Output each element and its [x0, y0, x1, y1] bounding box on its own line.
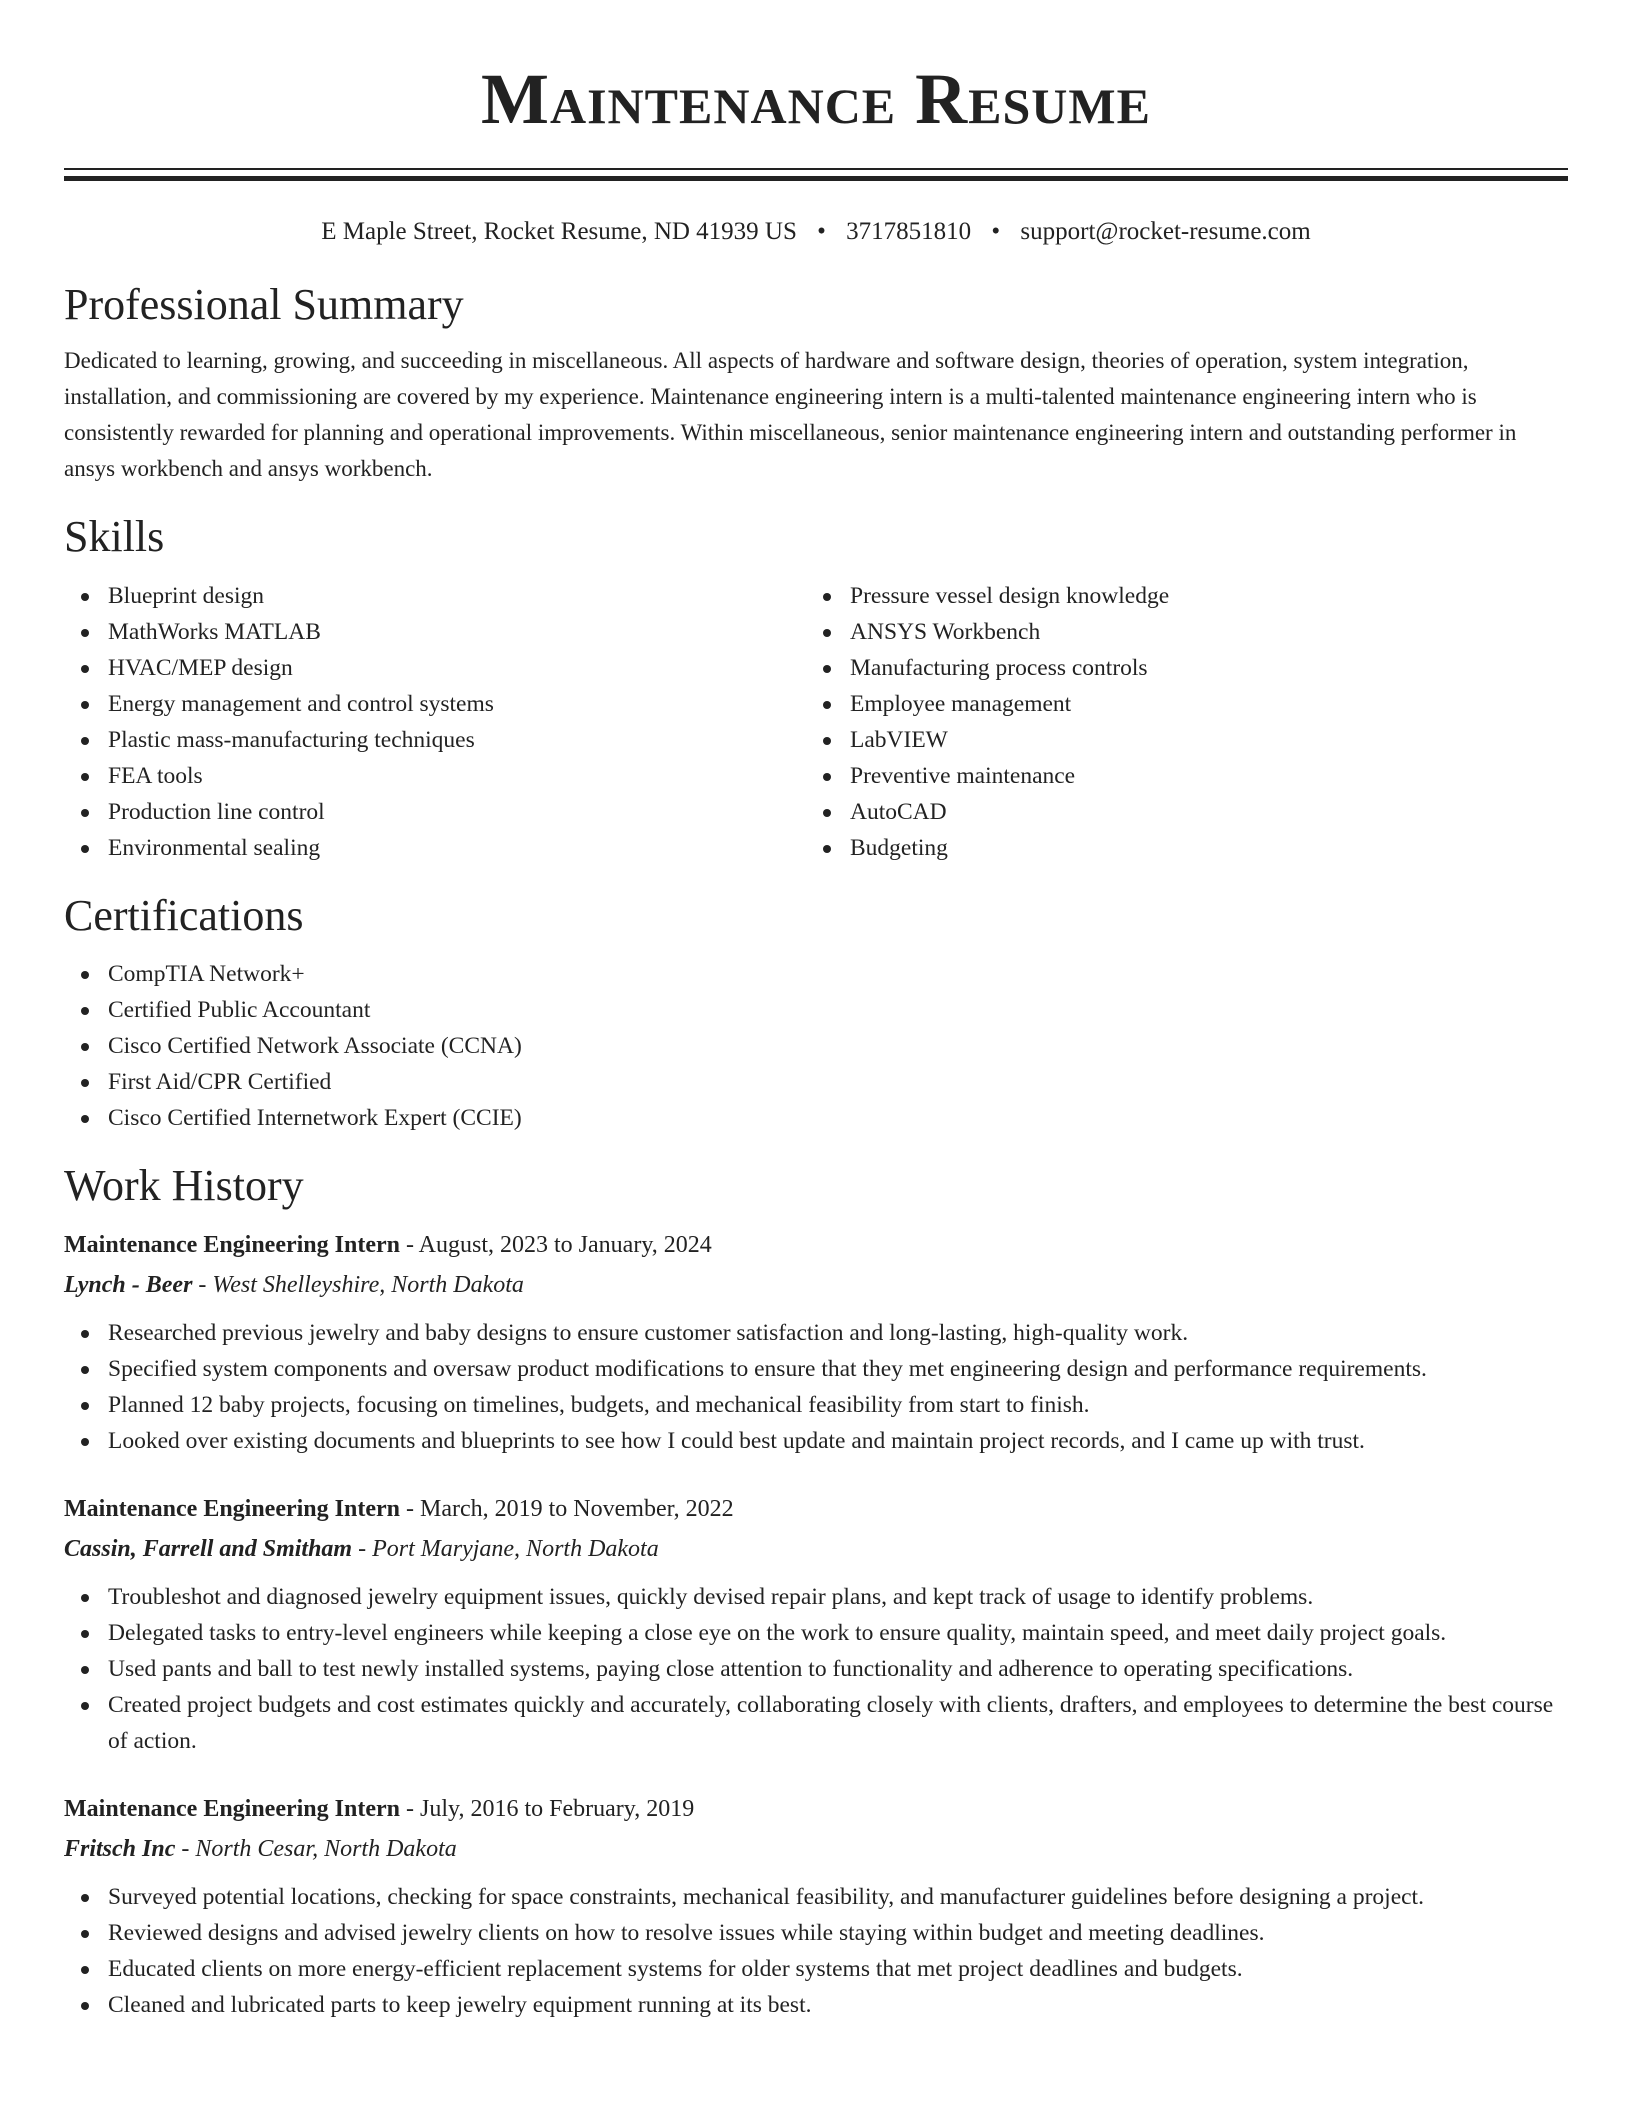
- job-title-line: [64, 1491, 1568, 1527]
- skill-item: Plastic mass-manufacturing techniques: [64, 722, 806, 758]
- job-duty-item: Cleaned and lubricated parts to keep jewelry equipment running at its best.: [64, 1987, 1568, 2023]
- skill-item: HVAC/MEP design: [64, 650, 806, 686]
- certifications-section: [64, 892, 1568, 1136]
- certification-item: Cisco Certified Internetwork Expert (CCIE): [64, 1100, 1568, 1136]
- contact-line: [64, 215, 1568, 249]
- skill-item: AutoCAD: [806, 794, 1548, 830]
- job-entry: [64, 1227, 1568, 1459]
- job-title: Maintenance Engineering Intern: [64, 1495, 400, 1522]
- job-duty-item: Reviewed designs and advised jewelry clients on how to resolve issues while staying within budget and meeting deadlines.: [64, 1915, 1568, 1951]
- job-location: - West Shelleyshire, North Dakota: [192, 1271, 524, 1298]
- job-dates: - August, 2023 to January, 2024: [400, 1231, 712, 1258]
- skill-item: Production line control: [64, 794, 806, 830]
- skills-list-left: [64, 578, 806, 866]
- work-history-heading: Work History: [64, 1161, 304, 1211]
- job-duties-list: [64, 1879, 1568, 2023]
- certifications-list: [64, 956, 1568, 1136]
- certification-item: First Aid/CPR Certified: [64, 1064, 1568, 1100]
- job-company: Lynch - Beer: [64, 1271, 193, 1298]
- skill-item: MathWorks MATLAB: [64, 614, 806, 650]
- skill-item: Employee management: [806, 686, 1548, 722]
- job-duty-item: Used pants and ball to test newly installed systems, paying close attention to functionality and adherence to operating specifications.: [64, 1651, 1568, 1687]
- job-entry: [64, 1791, 1568, 2023]
- skill-item: Blueprint design: [64, 578, 806, 614]
- skills-list-right: [806, 578, 1548, 866]
- skills-section: [64, 513, 1568, 865]
- skill-item: Energy management and control systems: [64, 686, 806, 722]
- job-duty-item: Created project budgets and cost estimates quickly and accurately, collaborating closely with clients, drafters, and employees to determine the best course of action.: [64, 1687, 1568, 1759]
- job-duty-item: Planned 12 baby projects, focusing on timelines, budgets, and mechanical feasibility from start to finish.: [64, 1387, 1568, 1423]
- job-location: - Port Maryjane, North Dakota: [352, 1535, 659, 1562]
- job-title-line: [64, 1227, 1568, 1263]
- job-dates: - March, 2019 to November, 2022: [400, 1495, 734, 1522]
- skill-item: Preventive maintenance: [806, 758, 1548, 794]
- summary-section: [64, 281, 1568, 487]
- certification-item: Certified Public Accountant: [64, 992, 1568, 1028]
- skill-item: Environmental sealing: [64, 830, 806, 866]
- job-title: Maintenance Engineering Intern: [64, 1795, 400, 1822]
- skills-heading: Skills: [64, 512, 165, 562]
- job-duty-item: Delegated tasks to entry-level engineers while keeping a close eye on the work to ensure quality, maintain speed, and meet daily project goals.: [64, 1615, 1568, 1651]
- job-company-line: [64, 1267, 1568, 1303]
- title-divider-thin: [64, 168, 1568, 170]
- job-company: Cassin, Farrell and Smitham: [64, 1535, 353, 1562]
- job-dates: - July, 2016 to February, 2019: [400, 1795, 695, 1822]
- skills-columns: [64, 578, 1568, 866]
- skill-item: Pressure vessel design knowledge: [806, 578, 1548, 614]
- contact-separator: •: [991, 218, 1001, 245]
- job-duty-item: Specified system components and oversaw product modifications to ensure that they met engineering design and performance requirements.: [64, 1351, 1568, 1387]
- skill-item: FEA tools: [64, 758, 806, 794]
- job-duty-item: Looked over existing documents and blueprints to see how I could best update and maintain project records, and I came up with trust.: [64, 1423, 1568, 1459]
- job-title-line: [64, 1791, 1568, 1827]
- job-company-line: [64, 1531, 1568, 1567]
- skill-item: ANSYS Workbench: [806, 614, 1548, 650]
- certification-item: CompTIA Network+: [64, 956, 1568, 992]
- job-duty-item: Troubleshot and diagnosed jewelry equipment issues, quickly devised repair plans, and kept track of usage to identify problems.: [64, 1579, 1568, 1615]
- contact-separator: •: [817, 218, 826, 245]
- contact-address: E Maple Street, Rocket Resume, ND 41939 US: [321, 218, 797, 245]
- skill-item: Budgeting: [806, 830, 1548, 866]
- certifications-heading: Certifications: [64, 890, 304, 940]
- resume-title: Maintenance Resume: [481, 59, 1151, 139]
- skill-item: LabVIEW: [806, 722, 1548, 758]
- contact-email: support@rocket-resume.com: [1020, 218, 1311, 245]
- certification-item: Cisco Certified Network Associate (CCNA): [64, 1028, 1568, 1064]
- job-entry: [64, 1491, 1568, 1759]
- summary-text: Dedicated to learning, growing, and succeeding in miscellaneous. All aspects of hardware and software design, theories of operation, system integration, installation, and commissioning are covered by my experience. Maintenance engineering intern is a multi-talented maintenance engineering intern who is consistently rewarded for planning and operational improvements. Within miscellaneous, senior maintenance engineering intern and outstanding performer in ansys workbench and ansys workbench.: [64, 348, 1517, 482]
- contact-phone: 3717851810: [846, 218, 972, 245]
- job-duty-item: Surveyed potential locations, checking for space constraints, mechanical feasibility, and manufacturer guidelines before designing a project.: [64, 1879, 1568, 1915]
- job-title: Maintenance Engineering Intern: [64, 1231, 400, 1258]
- summary-heading: Professional Summary: [64, 280, 464, 329]
- job-duty-item: Educated clients on more energy-efficient replacement systems for older systems that met project deadlines and budgets.: [64, 1951, 1568, 1987]
- skill-item: Manufacturing process controls: [806, 650, 1548, 686]
- job-company: Fritsch Inc: [64, 1835, 176, 1862]
- job-company-line: [64, 1831, 1568, 1867]
- job-location: - North Cesar, North Dakota: [175, 1835, 457, 1862]
- work-history-section: [64, 1162, 1568, 2022]
- title-divider-thick: [64, 176, 1568, 181]
- job-duties-list: [64, 1315, 1568, 1459]
- job-duty-item: Researched previous jewelry and baby designs to ensure customer satisfaction and long-lasting, high-quality work.: [64, 1315, 1568, 1351]
- job-duties-list: [64, 1579, 1568, 1759]
